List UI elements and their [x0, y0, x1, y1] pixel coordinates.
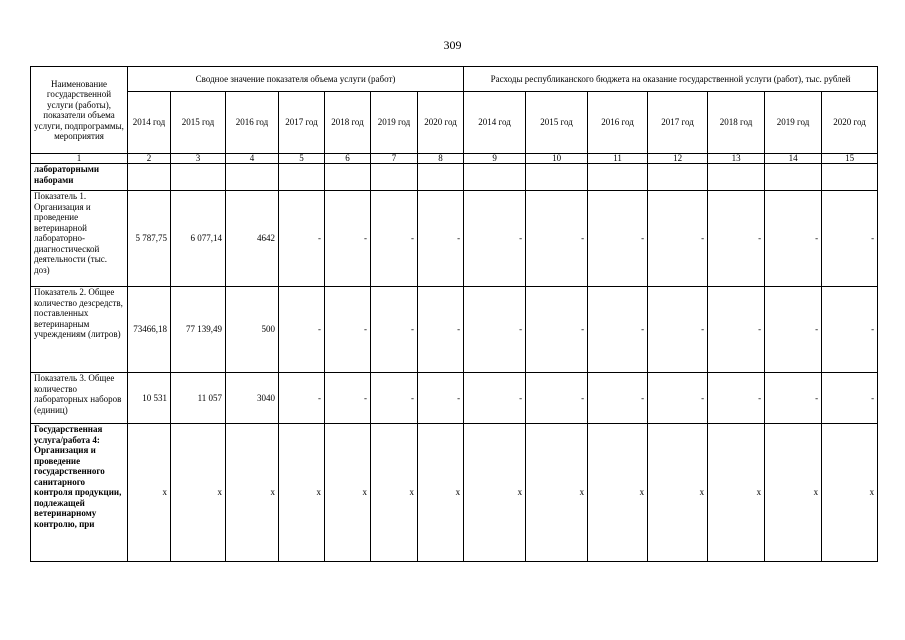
table-cell: x	[464, 424, 526, 562]
table-cell: -	[765, 191, 822, 287]
year-header: 2017 год	[279, 92, 325, 154]
table-cell	[418, 164, 464, 191]
table-cell: x	[765, 424, 822, 562]
table-cell	[279, 164, 325, 191]
header-name-column: Наименование государственной услуги (работы), показатели объема услуги, подпрограммы, мероприятия	[31, 67, 128, 154]
year-header: 2020 год	[822, 92, 878, 154]
table-cell: -	[526, 373, 588, 424]
table-cell: -	[371, 287, 418, 373]
table-cell: -	[279, 191, 325, 287]
table-cell	[765, 164, 822, 191]
table-cell: x	[279, 424, 325, 562]
table-row	[31, 164, 878, 191]
table-cell: -	[708, 287, 765, 373]
column-number: 9	[464, 154, 526, 164]
page-number: 309	[443, 38, 462, 52]
table-cell: x	[226, 424, 279, 562]
year-header: 2015 год	[171, 92, 226, 154]
table-cell: -	[279, 373, 325, 424]
row-label: Показатель 2. Общее количество дезсредств, поставленных ветеринарным учреждениям (литров)	[31, 287, 128, 373]
table-cell: -	[765, 373, 822, 424]
table-cell	[226, 164, 279, 191]
table-cell: x	[588, 424, 648, 562]
column-number: 8	[418, 154, 464, 164]
year-header: 2014 год	[128, 92, 171, 154]
table-cell: -	[588, 287, 648, 373]
year-header: 2019 год	[765, 92, 822, 154]
table-cell: x	[128, 424, 171, 562]
table-cell: -	[371, 373, 418, 424]
year-header: 2016 год	[588, 92, 648, 154]
table-cell: -	[325, 191, 371, 287]
table-cell: -	[822, 287, 878, 373]
table-cell: 5 787,75	[128, 191, 171, 287]
year-header: 2019 год	[371, 92, 418, 154]
table-cell: -	[648, 287, 708, 373]
year-header: 2020 год	[418, 92, 464, 154]
table-cell: -	[526, 287, 588, 373]
year-header: 2017 год	[648, 92, 708, 154]
column-number: 3	[171, 154, 226, 164]
table-cell: x	[325, 424, 371, 562]
table-cell	[822, 164, 878, 191]
year-header: 2016 год	[226, 92, 279, 154]
column-number: 6	[325, 154, 371, 164]
budget-table	[30, 66, 878, 562]
table-cell	[464, 164, 526, 191]
table-cell: x	[371, 424, 418, 562]
table-cell: 11 057	[171, 373, 226, 424]
table-cell: -	[588, 191, 648, 287]
table-cell: -	[325, 373, 371, 424]
table-cell: -	[464, 287, 526, 373]
table-cell: -	[464, 191, 526, 287]
row-label: Показатель 1. Организация и проведение ветеринарной лабораторно-диагностической деятельности (тыс. доз)	[31, 191, 128, 287]
table-cell	[588, 164, 648, 191]
row-label: Государственная услуга/работа 4: Организация и проведение государственного санитарного контроля продукции, подлежащей ветеринарному контролю, при	[31, 424, 128, 562]
table-cell	[325, 164, 371, 191]
table-cell: -	[418, 287, 464, 373]
column-number-row	[31, 154, 878, 164]
table-cell: x	[822, 424, 878, 562]
table-cell: 4642	[226, 191, 279, 287]
year-header: 2015 год	[526, 92, 588, 154]
column-number: 15	[822, 154, 878, 164]
table-cell: 73466,18	[128, 287, 171, 373]
table-cell: 500	[226, 287, 279, 373]
table-row	[31, 191, 878, 287]
table-cell: -	[588, 373, 648, 424]
column-number: 5	[279, 154, 325, 164]
column-number: 4	[226, 154, 279, 164]
table-row	[31, 373, 878, 424]
header-expenses-group: Расходы республиканского бюджета на оказание государственной услуги (работ), тыс. рублей	[464, 67, 878, 92]
table-cell: -	[765, 287, 822, 373]
column-number: 1	[31, 154, 128, 164]
column-number: 12	[648, 154, 708, 164]
table-cell: x	[526, 424, 588, 562]
table-cell: 6 077,14	[171, 191, 226, 287]
table-cell: 77 139,49	[171, 287, 226, 373]
column-number: 2	[128, 154, 171, 164]
table-row	[31, 287, 878, 373]
table-cell: -	[648, 191, 708, 287]
table-cell: -	[418, 373, 464, 424]
column-number: 10	[526, 154, 588, 164]
year-header: 2014 год	[464, 92, 526, 154]
table-cell: 3040	[226, 373, 279, 424]
table-cell: -	[325, 287, 371, 373]
year-header: 2018 год	[325, 92, 371, 154]
table-cell: -	[708, 191, 765, 287]
table-cell: x	[171, 424, 226, 562]
table-cell	[171, 164, 226, 191]
table-cell	[648, 164, 708, 191]
table-cell	[708, 164, 765, 191]
header-volume-group: Сводное значение показателя объема услуги (работ)	[128, 67, 464, 92]
table-cell: x	[418, 424, 464, 562]
column-number: 7	[371, 154, 418, 164]
table-cell: -	[822, 373, 878, 424]
table-cell: -	[526, 191, 588, 287]
table-cell: -	[822, 191, 878, 287]
table-cell: -	[464, 373, 526, 424]
table-cell: x	[648, 424, 708, 562]
table-cell: x	[708, 424, 765, 562]
year-header: 2018 год	[708, 92, 765, 154]
table-row	[31, 424, 878, 562]
year-header-row	[31, 92, 878, 154]
table-cell: 10 531	[128, 373, 171, 424]
column-number: 11	[588, 154, 648, 164]
table-cell: -	[648, 373, 708, 424]
table-cell	[371, 164, 418, 191]
table-cell: -	[279, 287, 325, 373]
column-number: 14	[765, 154, 822, 164]
table-cell: -	[371, 191, 418, 287]
table-cell: -	[708, 373, 765, 424]
row-label: Показатель 3. Общее количество лабораторных наборов (единиц)	[31, 373, 128, 424]
table-cell: -	[418, 191, 464, 287]
table-cell	[128, 164, 171, 191]
table-cell	[526, 164, 588, 191]
row-label: лабораторными наборами	[31, 164, 128, 191]
column-number: 13	[708, 154, 765, 164]
